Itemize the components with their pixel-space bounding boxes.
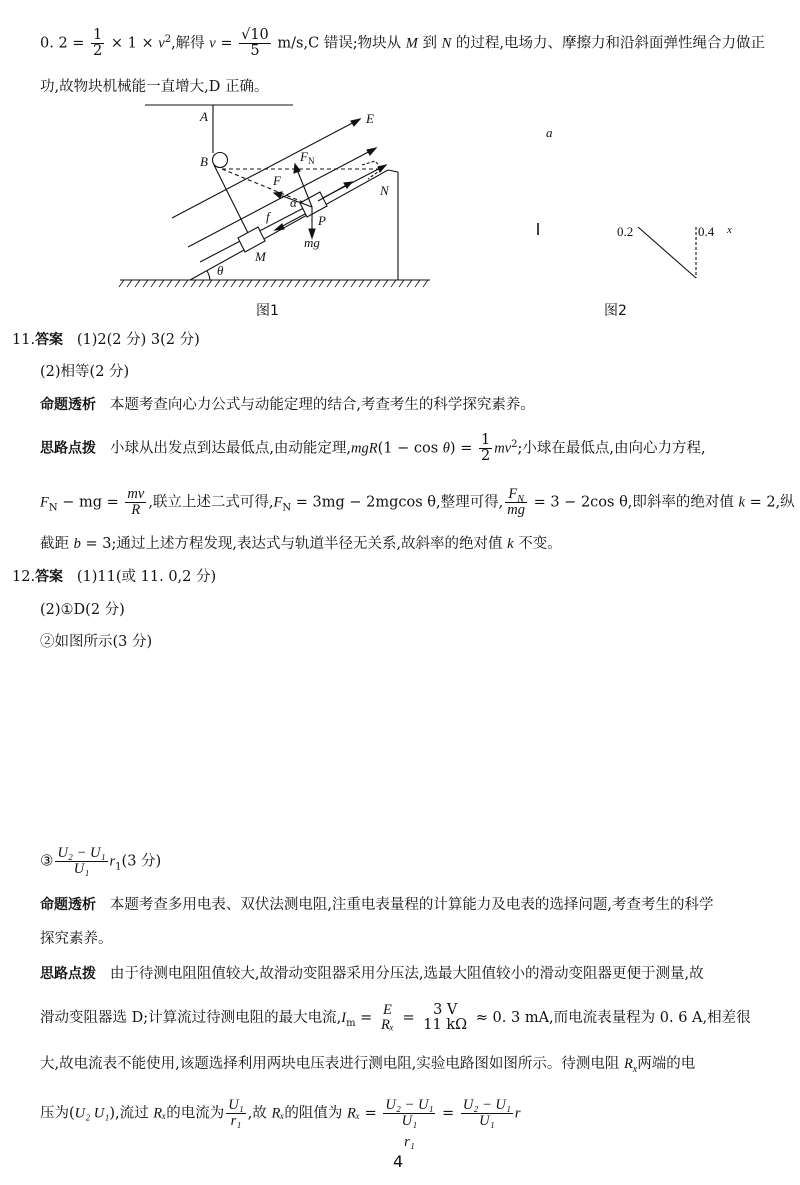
text: 两端的电 [637,1056,696,1072]
label-n: N [380,183,389,198]
math: I [341,1010,347,1027]
text: 压为( [40,1105,75,1122]
math: r [514,1105,521,1122]
hint-label: 思路点拨 [40,966,96,982]
q12-answer-2: (2)①D(2 分) [40,602,125,618]
subscript: x [632,1063,638,1075]
numerator: 1 [480,432,491,448]
math: mv [494,440,512,457]
text: 截距 [40,536,74,552]
math: F [273,494,283,511]
incline-inner-line [200,165,386,262]
label-theta: θ [217,263,224,278]
answer-label: 答案 [35,332,64,348]
denominator: 2 [93,43,103,60]
q11-hint-line-3 [40,537,562,552]
label-mg: mg [304,235,320,250]
numerator: U₂ − U₁ [385,1097,434,1113]
q12-answer-line [12,570,216,585]
rope-bm [214,165,250,237]
numerator: U₂ − U₁ [57,845,106,861]
q12-hint-line-2 [40,1003,751,1033]
text: 0. 2 = [40,35,90,52]
text: = [397,1010,420,1027]
text: = [360,1105,382,1122]
score-text: (3 分) [121,853,162,870]
denominator: R [131,502,141,519]
intro-line-1 [40,28,765,59]
math: mgR [351,440,378,457]
fraction [226,1098,246,1129]
subscript: N [282,502,292,514]
text: 不变。 [513,536,562,552]
q11-answer-2: (2)相等(2 分) [40,364,130,380]
text: ) = [449,440,477,457]
label-b: B [200,154,208,169]
field-line [188,148,376,247]
subscript: 1 [115,861,122,873]
q12-analysis-line-1 [40,898,714,913]
q11-hint-line-2 [40,487,795,518]
analysis-label: 命题透析 [40,397,96,413]
label-p: P [318,213,326,228]
ground-hatch [119,280,428,287]
math: Rₓ [153,1105,167,1122]
text: 的电流为 [166,1105,225,1122]
intro-line-2: 功,故物块机械能一直增大,D 正确。 [40,79,269,95]
fraction [505,487,527,518]
answer-text: (1)2(2 分) 3(2 分) [76,332,200,348]
fraction [239,28,271,59]
fraction [383,1098,435,1151]
figure-1-incline-diagram [110,95,430,295]
fraction [55,846,107,877]
text: ,解得 [171,35,210,52]
tick-0-2: 0.2 [617,224,634,239]
axis-y-label: a [546,125,553,140]
figure-1-caption: 图1 [256,303,279,319]
math: k [738,494,745,511]
denominator: U₁ [401,1113,418,1130]
math: Rₓ [347,1105,361,1122]
q11-hint-line-1 [40,433,706,464]
denominator: U₁ [73,861,90,878]
math: r [109,853,116,870]
denominator: 11 kΩ [423,1017,468,1034]
text: m/s,C 错误;物块从 [272,35,406,52]
numerator: $F_N$ [505,487,527,503]
text: ;小球在最低点,由向心力方程, [517,440,706,457]
arrow-head [367,148,376,155]
answer-text: (1)11(或 11. 0,2 分) [76,569,217,585]
text: = 2,纵 [744,494,795,511]
analysis-text: 本题考查多用电表、双伏法测电阻,注重电表量程的计算能力及电表的选择问题,考查考生的科学 [109,897,714,913]
numerator: U₁ [228,1097,244,1113]
text: = [355,1010,377,1027]
angle-theta-arc [207,271,210,280]
math: F [40,494,49,511]
math: b [73,536,81,552]
var-N: N [441,35,452,52]
var-M: M [405,35,418,52]
question-number: 12. [12,569,36,585]
q12-answer-4 [40,846,161,877]
text: = [215,35,238,52]
figure-2-caption: 图2 [604,303,627,319]
math: k [507,536,514,552]
page-number: 4 [393,1152,404,1171]
text: 的阻值为 [284,1105,348,1122]
arrow-head [275,224,284,230]
analysis-text: 本题考查向心力公式与动能定理的结合,考查考生的科学探究素养。 [109,397,535,413]
text: (1 − cos [377,440,443,457]
fraction [91,28,104,59]
numerator: mv [127,486,145,502]
math: Rₓ [271,1105,285,1122]
denominator: r₁ [230,1113,242,1130]
fraction [379,1003,396,1033]
arrow-head [274,192,282,198]
numerator: √10 [241,27,269,43]
math: R [623,1056,633,1072]
figure-2-graph [530,115,730,295]
text: ,联立上述二式可得, [148,494,274,511]
denominator-sub: r₁ [404,1134,415,1151]
arrow-head [344,182,352,188]
tick-0-4: 0.4 [698,224,715,239]
label-a: A [200,109,208,124]
numerator: 3 V [433,1002,458,1018]
circled-number: ③ [40,851,54,870]
hint-text: 由于待测电阻阻值较大,故滑动变阻器采用分压法,选最大阻值较小的滑动变阻器更便于测量,故 [109,966,704,982]
denominator: 2 [480,448,491,465]
q12-hint-line-3 [40,1056,696,1075]
text: − mg = [57,494,124,511]
text: × 1 × [106,35,159,52]
numerator: U₂ − U₁ [462,1097,511,1113]
text: ,故 [247,1105,272,1122]
denominator: U₁ [479,1113,495,1130]
numerator: E [383,1002,392,1018]
fraction [479,433,492,464]
label-fn: $F_N$ [300,149,315,166]
q12-answer-3: ②如图所示(3 分) [40,634,153,650]
analysis-label: 命题透析 [40,897,96,913]
text: 的过程,电场力、摩擦力和沿斜面弹性绳合力做正 [451,35,765,52]
subscript: m [346,1018,356,1030]
text: = 3 − 2cos θ,即斜率的绝对值 [528,494,739,511]
math: θ [442,440,450,457]
var-v: v [158,35,165,52]
text: ),流过 [109,1105,154,1122]
text: = 3mg − 2mgcos θ,整理可得, [291,494,504,511]
fraction [461,1098,513,1129]
numerator: 1 [93,27,103,43]
arrow-head [351,119,360,126]
denominator: Rₓ [380,1017,394,1034]
question-number: 11. [12,332,36,348]
denominator: mg [507,502,525,519]
text: = 3;通过上述方程发现,表达式与轨道半径无关系,故斜率的绝对值 [80,536,508,552]
text: 小球从出发点到达最低点,由动能定理, [109,440,352,457]
q12-hint-line-1 [40,967,704,982]
math: U₂ U₁ [74,1105,110,1122]
pulley-b [213,153,228,168]
q11-analysis [40,398,535,413]
label-m: M [255,249,266,264]
text: = [437,1105,459,1122]
var-v: v [209,35,216,52]
exponent: 2 [511,438,518,450]
exponent: 2 [164,33,172,45]
fraction [421,1003,469,1033]
label-f: F [273,173,281,188]
q12-hint-line-4 [40,1098,521,1151]
q11-answer-line [12,333,200,348]
answer-label: 答案 [35,569,64,585]
label-alpha: α [290,195,297,210]
q12-analysis-line-2: 探究素养。 [40,931,113,947]
text: 到 [417,35,442,52]
text: 大,故电流表不能使用,该题选择利用两块电压表进行测电阻,实验电路图如图所示。待测电阻 [40,1056,624,1072]
hint-label: 思路点拨 [40,440,96,457]
text: ≈ 0. 3 mA,而电流表量程为 0. 6 A,相差很 [471,1010,751,1027]
graph-line [638,227,696,278]
denominator: 5 [250,43,260,60]
text: 滑动变阻器选 D;计算流过待测电阻的最大电流, [40,1010,342,1027]
incline-top [388,170,398,172]
fraction [125,487,146,518]
axis-x-label: x [727,224,732,236]
label-friction: f [266,209,270,224]
label-e: E [366,111,374,126]
subscript: N [48,502,58,514]
